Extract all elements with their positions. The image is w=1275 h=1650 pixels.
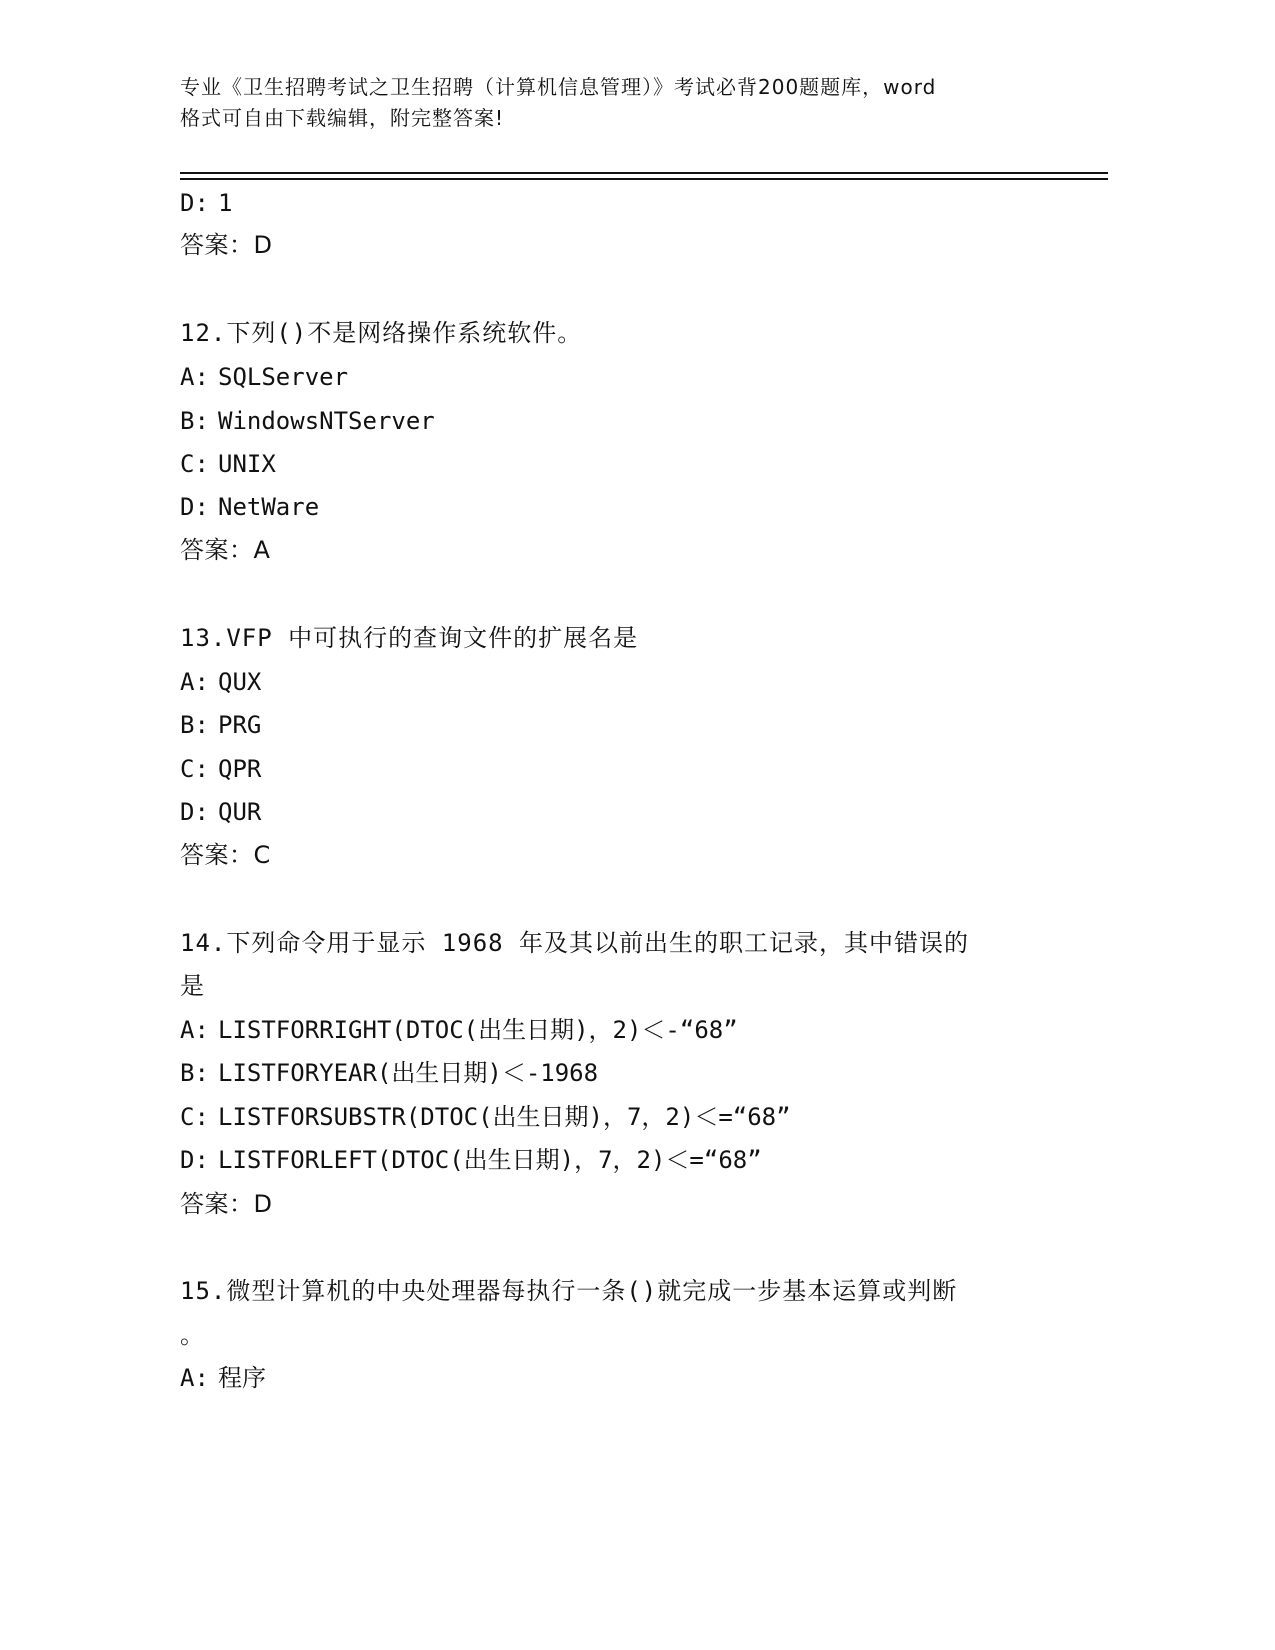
option-text: LISTFORSUBSTR(DTOC(出生日期)，7，2)＜=“68” bbox=[218, 1103, 791, 1131]
option-key: D: bbox=[180, 798, 209, 826]
question-12-answer: 答案：A bbox=[180, 536, 271, 564]
option-text: SQLServer bbox=[218, 363, 349, 391]
option-text: QUR bbox=[218, 798, 262, 826]
option-text: 1 bbox=[218, 189, 233, 217]
option-text: 程序 bbox=[218, 1364, 266, 1392]
option-key: A: bbox=[180, 1016, 209, 1044]
question-12-option-d bbox=[180, 492, 319, 522]
question-14-option-b bbox=[180, 1058, 598, 1088]
header-divider-bottom bbox=[180, 178, 1108, 180]
option-key: A: bbox=[180, 668, 209, 696]
header-divider-top bbox=[180, 172, 1108, 174]
option-text: LISTFORLEFT(DTOC(出生日期)，7，2)＜=“68” bbox=[218, 1146, 762, 1174]
option-text: PRG bbox=[218, 711, 262, 739]
option-key: B: bbox=[180, 1059, 209, 1087]
question-13-option-d bbox=[180, 797, 261, 827]
question-14-option-d bbox=[180, 1145, 762, 1175]
header-line-2: 格式可自由下载编辑，附完整答案! bbox=[180, 106, 505, 130]
option-key: A: bbox=[180, 363, 209, 391]
question-14-text-cont: 是 bbox=[180, 972, 205, 1000]
option-text: WindowsNTServer bbox=[218, 407, 435, 435]
question-12-option-a bbox=[180, 362, 348, 392]
option-text: QUX bbox=[218, 668, 262, 696]
question-15-option-a bbox=[180, 1363, 266, 1393]
option-text: LISTFORYEAR(出生日期)＜-1968 bbox=[218, 1059, 599, 1087]
question-13-option-b bbox=[180, 710, 261, 740]
option-key: C: bbox=[180, 755, 209, 783]
question-15-text-cont: 。 bbox=[180, 1321, 205, 1349]
question-13-option-c bbox=[180, 754, 261, 784]
option-text: LISTFORRIGHT(DTOC(出生日期)，2)＜-“68” bbox=[218, 1016, 738, 1044]
option-key: C: bbox=[180, 1103, 209, 1131]
question-13-answer: 答案：C bbox=[180, 841, 271, 869]
question-14-answer: 答案：D bbox=[180, 1190, 273, 1218]
option-key: A: bbox=[180, 1364, 209, 1392]
option-key: C: bbox=[180, 450, 209, 478]
option-key: D: bbox=[180, 189, 209, 217]
option-key: D: bbox=[180, 493, 209, 521]
option-text: NetWare bbox=[218, 493, 320, 521]
question-14-text: 14.下列命令用于显示 1968 年及其以前出生的职工记录，其中错误的 bbox=[180, 929, 970, 957]
option-key: B: bbox=[180, 407, 209, 435]
prev-option-d bbox=[180, 188, 232, 218]
option-key: B: bbox=[180, 711, 209, 739]
question-14-option-c bbox=[180, 1102, 791, 1132]
question-15-text: 15.微型计算机的中央处理器每执行一条()就完成一步基本运算或判断 bbox=[180, 1277, 958, 1305]
question-13-option-a bbox=[180, 667, 261, 697]
question-13-text: 13.VFP 中可执行的查询文件的扩展名是 bbox=[180, 624, 639, 652]
document-header bbox=[180, 72, 1060, 134]
question-12-text: 12.下列()不是网络操作系统软件。 bbox=[180, 319, 583, 347]
option-text: QPR bbox=[218, 755, 262, 783]
option-key: D: bbox=[180, 1146, 209, 1174]
header-line-1: 专业《卫生招聘考试之卫生招聘（计算机信息管理）》考试必背200题题库，word bbox=[180, 75, 937, 99]
question-12-option-b bbox=[180, 406, 435, 436]
option-text: UNIX bbox=[218, 450, 276, 478]
question-14-option-a bbox=[180, 1015, 738, 1045]
prev-answer: 答案：D bbox=[180, 231, 273, 259]
question-12-option-c bbox=[180, 449, 276, 479]
